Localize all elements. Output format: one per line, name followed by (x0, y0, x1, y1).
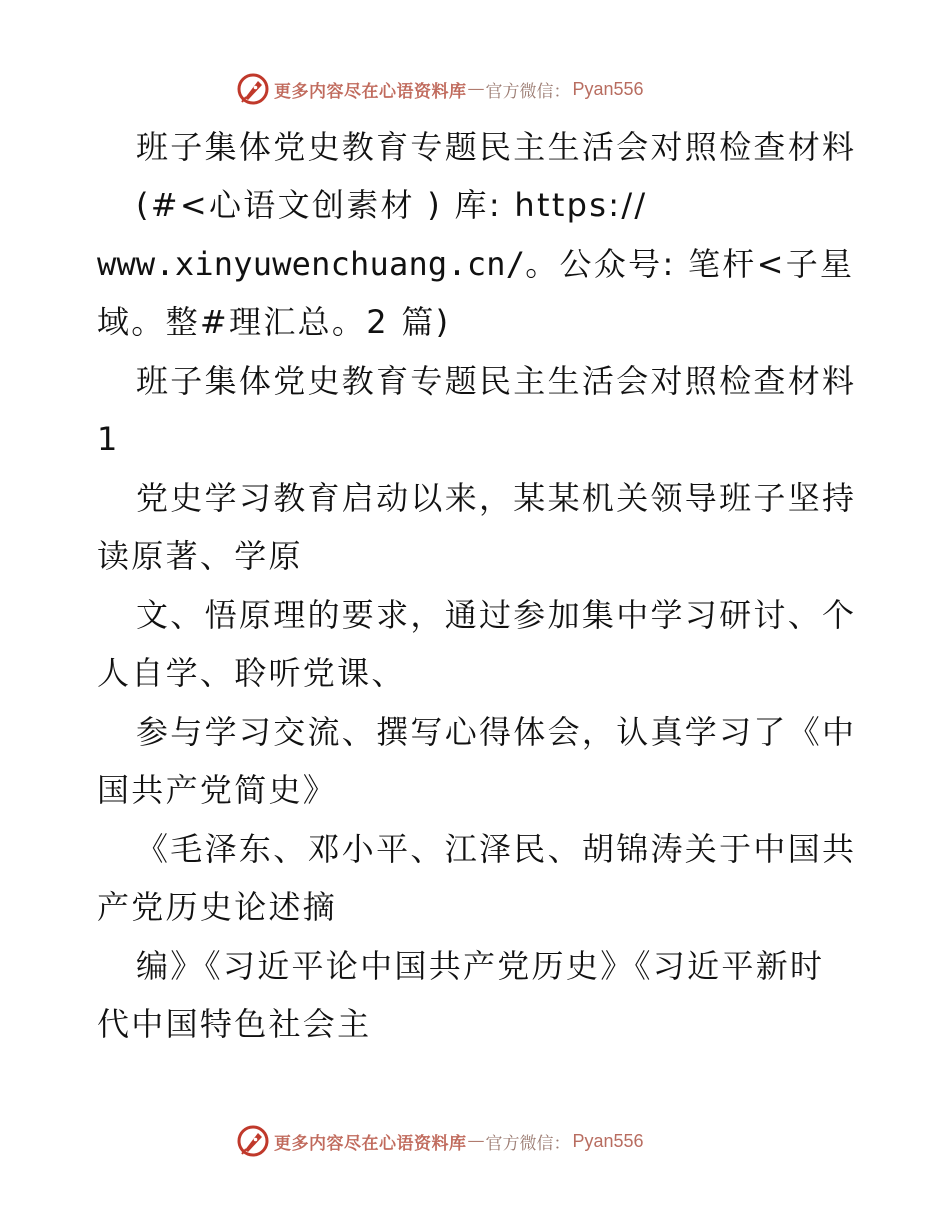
banner-wechat-id: Pyan556 (572, 78, 644, 99)
doc-title-line: 班子集体党史教育专题民主生活会对照检查材料 (136, 128, 857, 166)
footer-banner (236, 1124, 716, 1158)
header-banner (236, 72, 716, 106)
banner-wechat-id: Pyan556 (572, 1130, 644, 1151)
banner-slogan: 更多内容尽在心语资料库 (274, 81, 467, 102)
doc-paragraph-line: 《毛泽东、邓小平、江泽民、胡锦涛关于中国共 (136, 830, 857, 868)
banner-dash: — (467, 79, 485, 99)
doc-source-line-1: (#<心语文创素材 ) 库: https:// (136, 186, 648, 224)
doc-paragraph-line: 文、悟原理的要求，通过参加集中学习研讨、个 (136, 596, 857, 634)
doc-subtitle-number: 1 (97, 420, 120, 458)
banner-slogan: 更多内容尽在心语资料库 (274, 1133, 467, 1154)
banner-wechat-label: 官方微信： (485, 81, 571, 102)
pen-nib-logo-icon (236, 72, 270, 106)
banner-dash: — (467, 1131, 485, 1151)
banner-wechat-label: 官方微信： (485, 1133, 571, 1154)
doc-paragraph-line: 国共产党简史》 (97, 771, 338, 809)
doc-paragraph-line: 读原著、学原 (97, 537, 303, 575)
doc-paragraph-line: 产党历史论述摘 (97, 888, 338, 926)
doc-source-rest: 。公众号: 笔杆<子星 (525, 245, 855, 283)
doc-source-line-3: 域。整#理汇总。2 篇) (97, 303, 451, 341)
doc-source-line-2 (97, 244, 854, 284)
doc-paragraph-line: 党史学习教育启动以来，某某机关领导班子坚持 (136, 479, 857, 517)
doc-paragraph-line: 人自学、聆听党课、 (97, 654, 406, 692)
doc-paragraph-line: 编》《习近平论中国共产党历史》《习近平新时 (136, 947, 825, 985)
doc-subtitle-line: 班子集体党史教育专题民主生活会对照检查材料 (136, 362, 857, 400)
pen-nib-logo-icon (236, 1124, 270, 1158)
doc-paragraph-line: 参与学习交流、撰写心得体会，认真学习了《中 (136, 713, 857, 751)
doc-paragraph-line: 代中国特色社会主 (97, 1005, 372, 1043)
doc-source-url: www.xinyuwenchuang.cn/ (97, 245, 526, 283)
